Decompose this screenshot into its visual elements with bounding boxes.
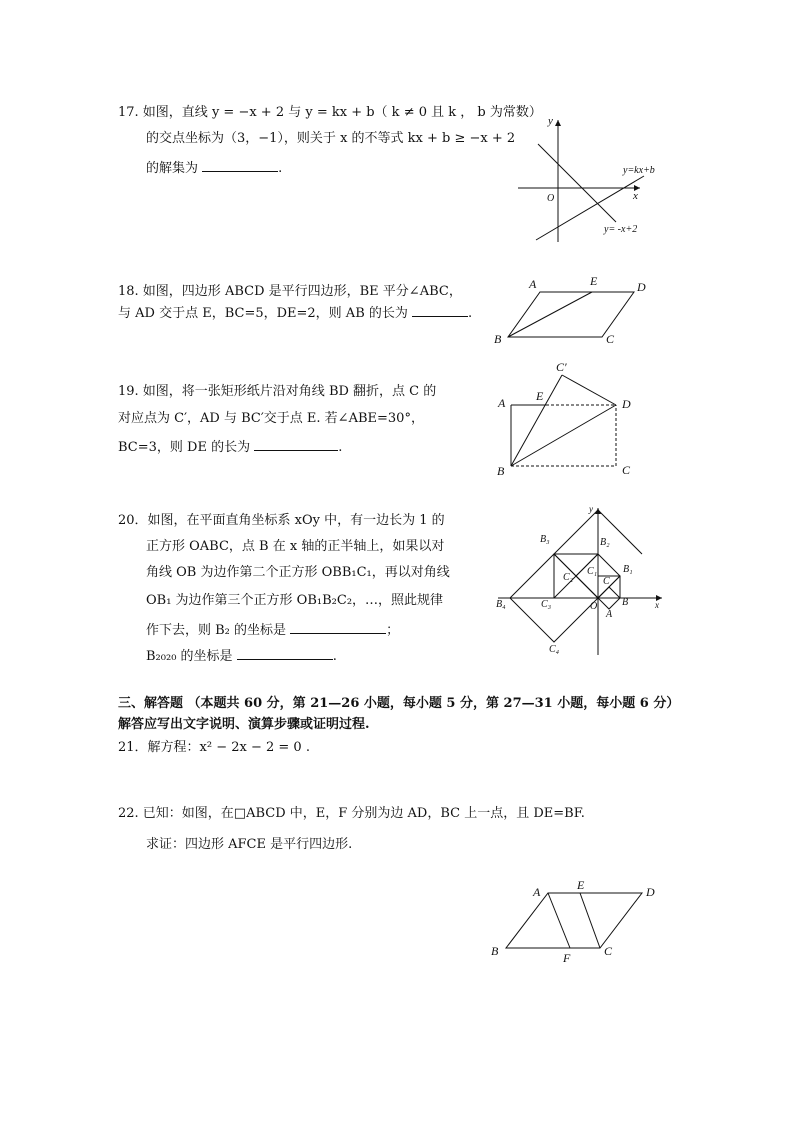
q19-line2: 对应点为 C′，AD 与 BC′交于点 E. 若∠ABE=30°，	[118, 411, 424, 426]
q17-line3-pre: 的解集为	[146, 161, 199, 176]
q17-label-l2: y= -x+2	[604, 224, 638, 235]
q20-label-b1: B₁	[623, 564, 633, 575]
q22-label-e: E	[577, 878, 585, 892]
q20-label-y: y	[589, 504, 593, 514]
q20-line6-post: .	[332, 649, 337, 664]
q17-line2: 的交点坐标为（3，−1），则关于 x 的不等式 kx + b ≥ −x + 2	[146, 131, 516, 146]
q19-line3-pre: BC=3，则 DE 的长为	[118, 440, 251, 455]
section3-heading: 三、解答题 （本题共 60 分，第 21—26 小题，每小题 5 分，第 27—31 小题，每小题 6 分）	[118, 696, 680, 711]
q19-label-a: A	[498, 396, 506, 410]
q19-label-cp: C′	[556, 360, 567, 374]
q17-line1: 17. 如图，直线 y = −x + 2 与 y = kx + b（ k ≠ 0 且 k ， b 为常数）	[118, 105, 542, 120]
q20-label-a: A	[606, 609, 613, 620]
q18-label-b: B	[494, 332, 502, 346]
q20-label-x: x	[655, 600, 659, 610]
q18-label-c: C	[606, 332, 615, 346]
q20-line5-post: ；	[386, 623, 400, 638]
q22-label-c: C	[604, 944, 613, 958]
q20-line3: 角线 OB 为边作第二个正方形 OBB₁C₁，再以对角线	[146, 565, 450, 580]
q18-label-a: A	[529, 277, 537, 291]
q20-label-b2: B₂	[600, 537, 610, 548]
q18-label-d: D	[637, 280, 646, 294]
q20-line4: OB₁ 为边作第三个正方形 OB₁B₂C₂，…，照此规律	[146, 593, 444, 608]
q22-segment-af	[548, 893, 570, 948]
q18-line2-pre: 与 AD 交于点 E，BC=5，DE=2，则 AB 的长为	[118, 306, 408, 321]
q20-label-c1: C₁	[587, 566, 598, 577]
section3-instructions: 解答应写出文字说明、演算步骤或证明过程.	[118, 717, 370, 732]
q20-label-b: B	[622, 597, 629, 608]
q22-label-b: B	[491, 944, 499, 958]
q17-label-x: x	[633, 190, 638, 202]
q22-parallelogram	[506, 893, 642, 948]
q18-label-e: E	[590, 274, 598, 288]
q22-line1: 22. 已知：如图，在□ABCD 中，E，F 分别为边 AD，BC 上一点，且 DE=BF.	[118, 806, 585, 821]
q19-label-e: E	[536, 389, 544, 403]
q20-label-b4: B₄	[496, 599, 506, 610]
q18-line1: 18. 如图，四边形 ABCD 是平行四边形，BE 平分∠ABC，	[118, 284, 462, 299]
q19-line3-post: .	[338, 440, 343, 455]
q22-label-f: F	[563, 951, 571, 965]
q17-line3-post: .	[278, 161, 283, 176]
q21-text: 21．解方程：x² − 2x − 2 = 0 .	[118, 740, 310, 755]
q17-label-y: y	[548, 115, 553, 127]
q20-line6-pre: B₂₀₂₀ 的坐标是	[146, 649, 233, 664]
q19-label-c: C	[622, 463, 631, 477]
q20-label-c4: C₄	[549, 644, 560, 655]
q20-line1: 20．如图，在平面直角坐标系 xOy 中，有一边长为 1 的	[118, 513, 445, 528]
q22-label-d: D	[646, 885, 655, 899]
q20-label-c3: C₃	[541, 599, 552, 610]
q19-label-b: B	[497, 464, 505, 478]
q20-label-c2: C₂	[563, 572, 574, 583]
q18-line2-post: .	[468, 306, 473, 321]
q19-label-d: D	[622, 397, 631, 411]
q17-label-l1: y=kx+b	[623, 165, 655, 176]
q20-line2: 正方形 OABC，点 B 在 x 轴的正半轴上，如果以对	[146, 539, 445, 554]
q22-line2: 求证：四边形 AFCE 是平行四边形.	[146, 837, 353, 852]
q19-line1: 19. 如图，将一张矩形纸片沿对角线 BD 翻折，点 C 的	[118, 384, 437, 399]
q22-segment-ec	[580, 893, 600, 948]
q20-label-o: O	[590, 601, 598, 612]
q20-label-c: C	[603, 576, 610, 587]
q20-label-b3: B₃	[540, 534, 550, 545]
q22-label-a: A	[533, 885, 541, 899]
q20-line5-pre: 作下去，则 B₂ 的坐标是	[146, 623, 287, 638]
q17-label-o: O	[547, 193, 555, 204]
